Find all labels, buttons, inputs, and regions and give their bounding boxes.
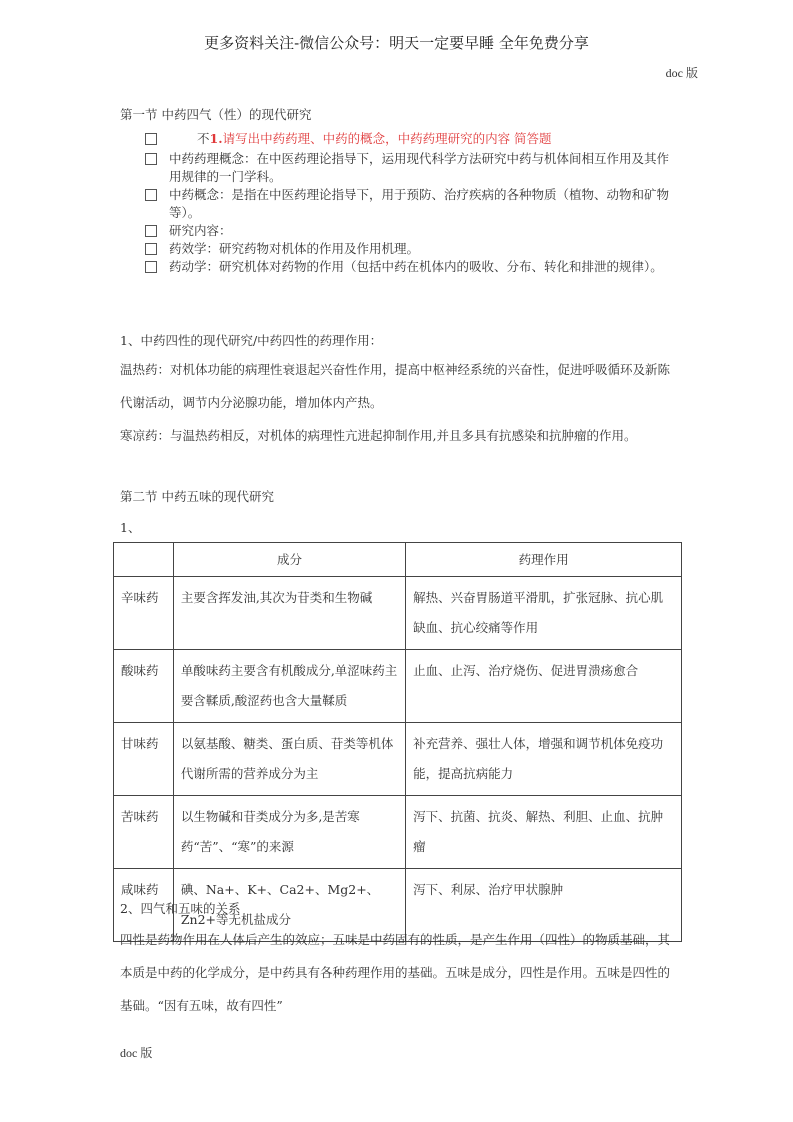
section2-sub: 1、 — [120, 520, 141, 535]
table-header-cell — [114, 543, 174, 577]
bullet-item — [145, 222, 680, 240]
table-cell: 酸味药 — [114, 650, 174, 723]
section2-title: 第二节 中药五味的现代研究 — [120, 489, 274, 504]
bullet-text: 中药概念：是指在中医药理论指导下，用于预防、治疗疾病的各种物质（植物、动物和矿物等）。 — [169, 187, 670, 220]
table-cell: 单酸味药主要含有机酸成分,单涩味药主要含鞣质,酸涩药也含大量鞣质 — [173, 650, 405, 723]
bullet-number: 1. — [209, 131, 223, 146]
bullet-item — [145, 240, 680, 258]
table-row — [114, 796, 682, 869]
bullet-text: 药动学：研究机体对药物的作用（包括中药在机体内的吸收、分布、转化和排泄的规律）。 — [169, 259, 663, 274]
section1-title: 第一节 中药四气（性）的现代研究 — [120, 107, 312, 122]
table-row — [114, 577, 682, 650]
table-cell: 解热、兴奋胃肠道平滑肌，扩张冠脉、抗心肌缺血、抗心绞痛等作用 — [406, 577, 682, 650]
table-cell: 碘、Na+、K+、Ca2+、Mg2+、Zn2+等无机盐成分 — [173, 869, 405, 942]
page-header-title: 更多资料关注-微信公众号：明天一定要早睡 全年免费分享 — [204, 34, 589, 52]
bullet-item — [145, 258, 680, 276]
table-cell: 补充营养、强壮人体，增强和调节机体免疫功能，提高抗病能力 — [406, 723, 682, 796]
table-cell: 以氨基酸、糖类、蛋白质、苷类等机体代谢所需的营养成分为主 — [173, 723, 405, 796]
checkbox-icon — [145, 189, 157, 201]
bullet-prefix: 不 — [197, 131, 210, 146]
checkbox-icon — [145, 153, 157, 165]
table-header-row — [114, 543, 682, 577]
bullet-item — [145, 130, 680, 148]
table-cell: 甘味药 — [114, 723, 174, 796]
doc-mark-top: doc 版 — [665, 66, 698, 80]
table-header-cell: 药理作用 — [406, 543, 682, 577]
paragraph-relation: 四性是药物作用在人体后产生的效应；五味是中药固有的性质，是产生作用（四性）的物质基础，其本质是中药的化学成分，是中药具有各种药理作用的基础。五味是成分，四性是作用。五味是四性的基础。“因有五味，故有四性” — [120, 932, 671, 1013]
table-cell: 咸味药 — [114, 869, 174, 942]
checkbox-icon — [145, 225, 157, 237]
flavor-table — [113, 542, 682, 942]
bullet-text: 请写出中药药理、中药的概念，中药药理研究的内容 简答题 — [222, 131, 552, 146]
checkbox-icon — [145, 133, 157, 145]
doc-mark-bottom: doc 版 — [120, 1046, 153, 1060]
table-cell: 泻下、利尿、治疗甲状腺肿 — [406, 869, 682, 942]
paragraph-warm: 温热药：对机体功能的病理性衰退起兴奋性作用，提高中枢神经系统的兴奋性，促进呼吸循环及新陈代谢活动，调节内分泌腺功能，增加体内产热。 — [120, 362, 671, 410]
paragraph-relation-title: 2、四气和五味的关系 — [120, 901, 241, 916]
table-cell: 辛味药 — [114, 577, 174, 650]
table-cell: 主要含挥发油,其次为苷类和生物碱 — [173, 577, 405, 650]
table-cell: 苦味药 — [114, 796, 174, 869]
bullet-text: 研究内容： — [169, 223, 232, 238]
table-header-cell: 成分 — [173, 543, 405, 577]
table-cell: 泻下、抗菌、抗炎、解热、利胆、止血、抗肿瘤 — [406, 796, 682, 869]
paragraph-cold: 寒凉药：与温热药相反，对机体的病理性亢进起抑制作用,并且多具有抗感染和抗肿瘤的作用。 — [120, 428, 637, 443]
bullet-text: 中药药理概念：在中医药理论指导下，运用现代科学方法研究中药与机体间相互作用及其作用规律的一门学科。 — [169, 151, 670, 184]
bullet-text: 药效学：研究药物对机体的作用及作用机理。 — [169, 241, 420, 256]
table-row — [114, 650, 682, 723]
checkbox-icon — [145, 243, 157, 255]
paragraph-heading: 1、中药四性的现代研究/中药四性的药理作用： — [120, 333, 383, 348]
bullet-item — [145, 186, 680, 222]
bullet-item — [145, 150, 680, 186]
table-cell: 以生物碱和苷类成分为多,是苦寒药“苦”、“寒”的来源 — [173, 796, 405, 869]
table-row — [114, 723, 682, 796]
table-cell: 止血、止泻、治疗烧伤、促进胃溃疡愈合 — [406, 650, 682, 723]
checkbox-icon — [145, 261, 157, 273]
